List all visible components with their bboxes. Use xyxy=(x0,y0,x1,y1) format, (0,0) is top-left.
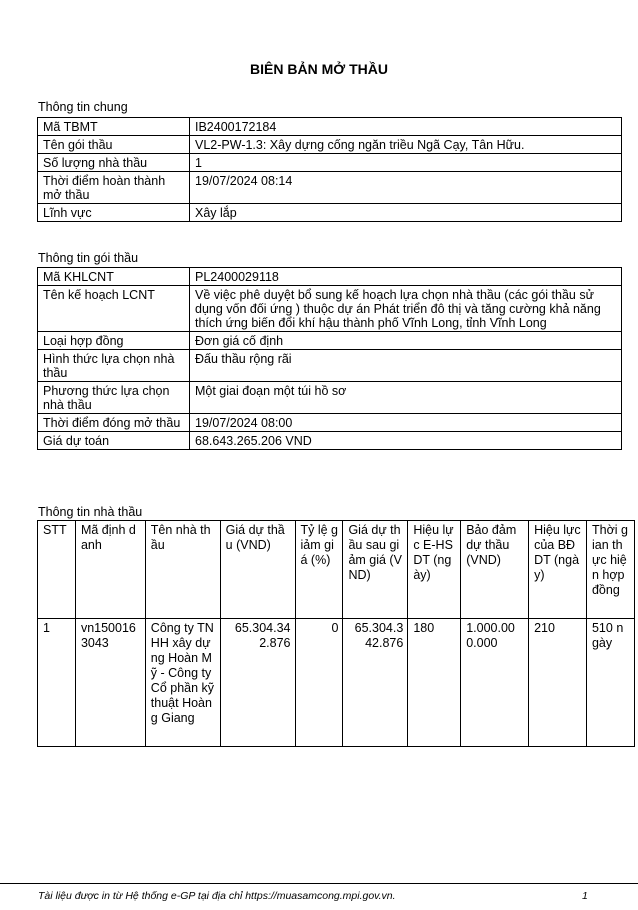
bidder-cell: 0 xyxy=(295,619,343,747)
bidder-column-header: Hiệu lực E-HSDT (ngày) xyxy=(408,521,461,619)
package-value: Đấu thầu rộng rãi xyxy=(190,350,622,382)
general-label: Mã TBMT xyxy=(38,118,190,136)
bidder-info-heading: Thông tin nhà thầu xyxy=(38,505,143,519)
general-value: VL2-PW-1.3: Xây dựng cống ngăn triều Ngã Cạy, Tân Hữu. xyxy=(190,136,622,154)
general-info-heading: Thông tin chung xyxy=(38,100,128,114)
bidder-cell: 65.304.342.876 xyxy=(343,619,408,747)
package-value: Một giai đoạn một túi hồ sơ xyxy=(190,382,622,414)
page-number: 1 xyxy=(582,890,588,902)
package-row xyxy=(38,414,622,432)
package-label: Phương thức lựa chọn nhà thầu xyxy=(38,382,190,414)
bidder-row xyxy=(38,619,635,747)
package-row xyxy=(38,432,622,450)
package-value: Đơn giá cố định xyxy=(190,332,622,350)
package-label: Thời điểm đóng mở thầu xyxy=(38,414,190,432)
bidder-cell: 1 xyxy=(38,619,76,747)
bidder-cell: 210 xyxy=(529,619,587,747)
bidder-column-header: Bảo đảm dự thầu (VND) xyxy=(461,521,529,619)
package-value: PL2400029118 xyxy=(190,268,622,286)
general-label: Tên gói thầu xyxy=(38,136,190,154)
footer-divider xyxy=(0,883,638,884)
bidder-cell: vn1500163043 xyxy=(75,619,145,747)
general-value: 19/07/2024 08:14 xyxy=(190,172,622,204)
general-row xyxy=(38,172,622,204)
package-row xyxy=(38,332,622,350)
general-value: IB2400172184 xyxy=(190,118,622,136)
package-label: Loại hợp đồng xyxy=(38,332,190,350)
general-value: 1 xyxy=(190,154,622,172)
bidder-cell: Công ty TNHH xây dựng Hoàn Mỹ - Công ty Cổ phần kỹ thuật Hoàng Giang xyxy=(145,619,220,747)
package-value: 19/07/2024 08:00 xyxy=(190,414,622,432)
package-value: 68.643.265.206 VND xyxy=(190,432,622,450)
package-info-table xyxy=(37,267,622,450)
general-info-table xyxy=(37,117,622,222)
bidder-column-header: STT xyxy=(38,521,76,619)
general-label: Số lượng nhà thầu xyxy=(38,154,190,172)
bidder-cell: 65.304.342.876 xyxy=(220,619,295,747)
bidder-column-header: Giá dự thầu sau giảm giá (VND) xyxy=(343,521,408,619)
bidder-table xyxy=(37,520,635,747)
bidder-column-header: Tỷ lệ giảm giá (%) xyxy=(295,521,343,619)
document-title: BIÊN BẢN MỞ THẦU xyxy=(250,61,388,77)
bidder-column-header: Tên nhà thầu xyxy=(145,521,220,619)
package-label: Tên kế hoạch LCNT xyxy=(38,286,190,332)
footer-source-note: Tài liệu được in từ Hệ thống e-GP tại địa chỉ https://muasamcong.mpi.gov.vn. xyxy=(38,890,396,902)
bidder-column-header: Mã định danh xyxy=(75,521,145,619)
bidder-column-header: Giá dự thầu (VND) xyxy=(220,521,295,619)
general-label: Thời điểm hoàn thành mở thầu xyxy=(38,172,190,204)
package-row xyxy=(38,382,622,414)
bidder-cell: 510 ngày xyxy=(586,619,634,747)
package-row xyxy=(38,268,622,286)
package-row xyxy=(38,286,622,332)
general-row xyxy=(38,118,622,136)
bidder-column-header: Hiệu lực của BĐ DT (ngày) xyxy=(529,521,587,619)
general-label: Lĩnh vực xyxy=(38,204,190,222)
general-row xyxy=(38,136,622,154)
package-info-heading: Thông tin gói thầu xyxy=(38,251,139,265)
bidder-cell: 180 xyxy=(408,619,461,747)
package-label: Mã KHLCNT xyxy=(38,268,190,286)
general-row xyxy=(38,204,622,222)
bidder-column-header: Thời gian thực hiện hợp đồng xyxy=(586,521,634,619)
package-row xyxy=(38,350,622,382)
general-row xyxy=(38,154,622,172)
bidder-cell: 1.000.000.000 xyxy=(461,619,529,747)
package-value: Về việc phê duyệt bổ sung kế hoạch lựa chọn nhà thầu (các gói thầu sử dụng vốn đối ứng ) thuộc dự án Phát triển đô thị và tăng cường khả năng thích ứng biến đổi khí hậu thành phố Vĩnh Long, tỉnh Vĩnh Long xyxy=(190,286,622,332)
general-value: Xây lắp xyxy=(190,204,622,222)
package-label: Hình thức lựa chọn nhà thầu xyxy=(38,350,190,382)
package-label: Giá dự toán xyxy=(38,432,190,450)
